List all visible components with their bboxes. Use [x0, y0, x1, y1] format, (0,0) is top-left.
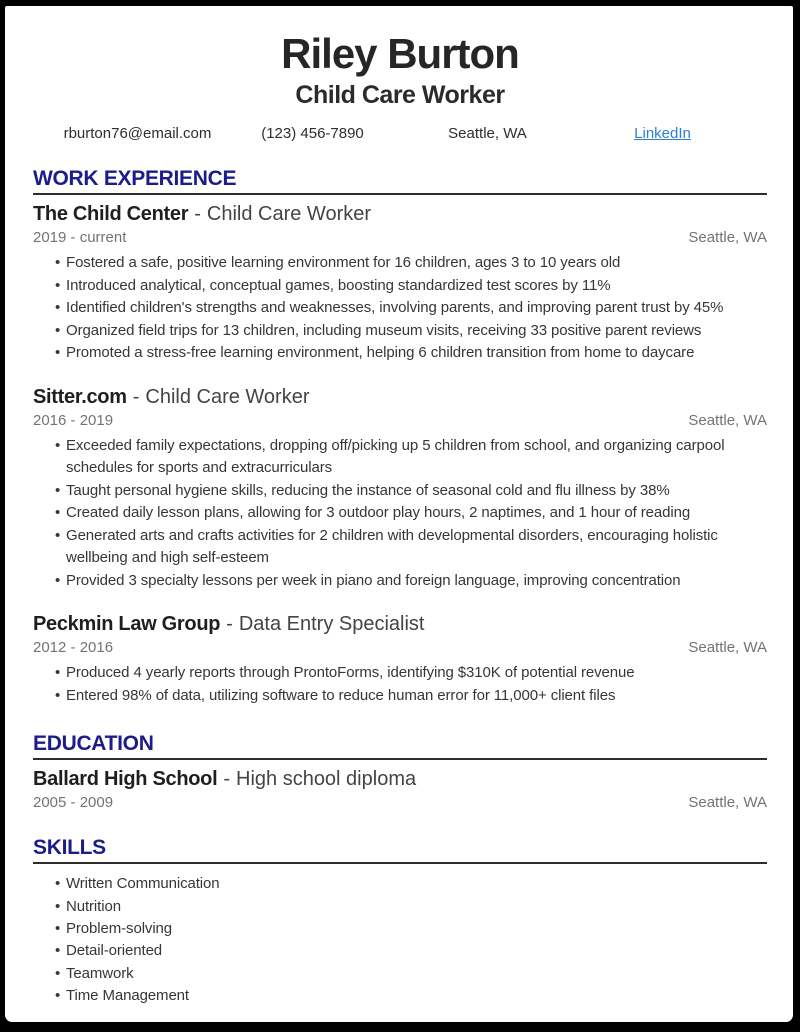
contact-phone: (123) 456-7890: [261, 125, 364, 143]
job-dates: 2012 - 2016: [33, 639, 114, 657]
job-bullet: • Fostered a safe, positive learning environment for 16 children, ages 3 to 10 years old: [55, 252, 767, 275]
contact-row: [50, 125, 750, 142]
work-section-heading: WORK EXPERIENCE: [33, 167, 237, 191]
job-location: Seattle, WA: [688, 411, 767, 429]
job-bullet: • Exceeded family expectations, dropping off/picking up 5 children from school, and organizing carpool schedules for sports and extracurriculars: [55, 435, 767, 480]
job-entry: [33, 612, 767, 707]
job-location: Seattle, WA: [688, 229, 767, 247]
job-title-separator: -: [226, 613, 233, 636]
education-section-heading: EDUCATION: [33, 732, 154, 756]
contact-email: rburton76@email.com: [63, 125, 212, 143]
job-bullet: • Entered 98% of data, utilizing software to reduce human error for 11,000+ client files: [55, 685, 767, 708]
resume-header: [33, 32, 767, 142]
job-role: Data Entry Specialist: [238, 613, 425, 636]
resume-page: [5, 6, 793, 1022]
skill-item: • Nutrition: [55, 896, 767, 918]
job-bullet: • Introduced analytical, conceptual games, boosting standardized test scores by 11%: [55, 275, 767, 298]
education-title: [33, 767, 767, 791]
linkedin-link[interactable]: LinkedIn: [634, 125, 691, 143]
company-name: Sitter.com: [33, 385, 127, 408]
job-dates: 2016 - 2019: [33, 411, 114, 429]
job-entry: [33, 202, 767, 365]
work-section-rule: [33, 193, 767, 195]
person-job-title: Child Care Worker: [295, 81, 505, 110]
education-dates: 2005 - 2009: [33, 794, 114, 812]
job-role: Child Care Worker: [145, 385, 310, 408]
education-entry: [33, 767, 767, 811]
job-title-line: [33, 385, 767, 409]
job-title-separator: -: [194, 203, 201, 226]
skills-section: [33, 836, 767, 1007]
job-location: Seattle, WA: [688, 639, 767, 657]
job-title-line: [33, 202, 767, 226]
job-meta: [33, 412, 767, 429]
education-location: Seattle, WA: [688, 794, 767, 812]
education-meta: [33, 794, 767, 811]
job-bullet: • Taught personal hygiene skills, reducing the instance of seasonal cold and flu illness by 38%: [55, 480, 767, 503]
skill-item: • Teamwork: [55, 963, 767, 985]
jobs-container: [33, 202, 767, 707]
job-bullet: • Identified children's strengths and weaknesses, involving parents, and improving parent trust by 45%: [55, 297, 767, 320]
degree-name: High school diploma: [236, 768, 417, 791]
job-bullet: • Provided 3 specialty lessons per week in piano and foreign language, improving concentration: [55, 570, 767, 593]
job-title-separator: -: [132, 385, 140, 408]
job-entry: [33, 385, 767, 593]
skills-list: [33, 873, 767, 1007]
job-meta: [33, 229, 767, 246]
job-dates: 2019 - current: [33, 229, 127, 247]
job-title-line: [33, 612, 767, 636]
school-name: Ballard High School: [33, 768, 218, 791]
skill-item: • Problem-solving: [55, 918, 767, 940]
contact-location: Seattle, WA: [448, 125, 527, 143]
person-name: Riley Burton: [281, 30, 519, 77]
company-name: The Child Center: [33, 203, 189, 226]
skill-item: • Detail-oriented: [55, 940, 767, 962]
job-role: Child Care Worker: [206, 203, 372, 226]
job-meta: [33, 639, 767, 656]
job-bullet-list: [33, 662, 767, 707]
job-bullet: • Promoted a stress-free learning environment, helping 6 children transition from home to daycare: [55, 342, 767, 365]
job-bullet: • Organized field trips for 13 children, including museum visits, receiving 33 positive parent reviews: [55, 320, 767, 343]
job-bullet: • Generated arts and crafts activities for 2 children with developmental disorders, encouraging holistic wellbeing and high self-esteem: [55, 525, 767, 570]
job-bullet-list: [33, 252, 767, 365]
skill-item: • Written Communication: [55, 873, 767, 895]
work-experience-section: [33, 167, 767, 707]
job-bullet: • Created daily lesson plans, allowing for 3 outdoor play hours, 2 naptimes, and 1 hour of reading: [55, 502, 767, 525]
company-name: Peckmin Law Group: [33, 613, 221, 636]
skill-item: • Time Management: [55, 985, 767, 1007]
skills-section-heading: SKILLS: [33, 836, 106, 860]
education-section-rule: [33, 758, 767, 760]
education-section: [33, 732, 767, 811]
education-separator: -: [223, 768, 230, 791]
skills-section-rule: [33, 862, 767, 864]
job-bullet: • Produced 4 yearly reports through ProntoForms, identifying $310K of potential revenue: [55, 662, 767, 685]
job-bullet-list: [33, 435, 767, 593]
